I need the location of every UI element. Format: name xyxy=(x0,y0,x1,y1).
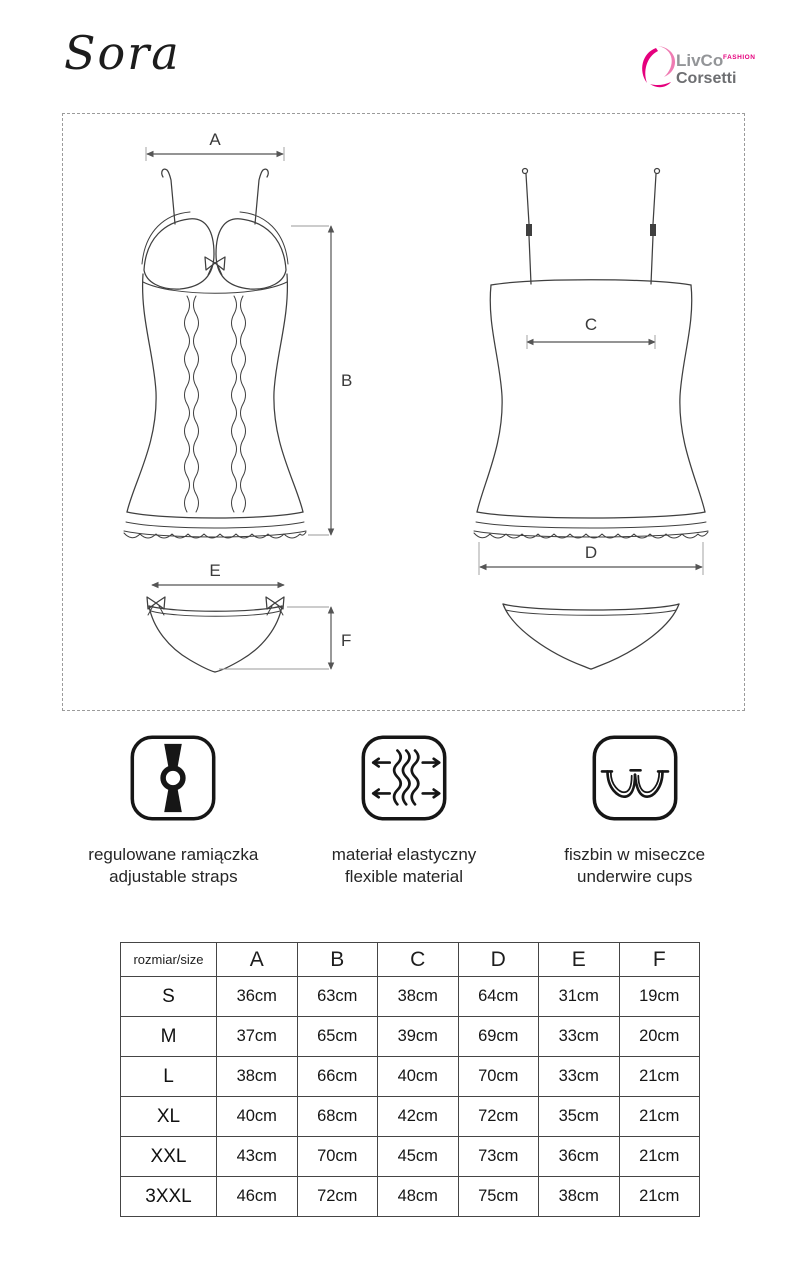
size-table xyxy=(120,942,700,1217)
value-cell: 36cm xyxy=(539,1137,620,1177)
feature-label-pl: regulowane ramiączka xyxy=(88,845,259,864)
dimension-label-b: B xyxy=(341,371,353,390)
value-cell: 66cm xyxy=(297,1057,378,1097)
value-cell: 39cm xyxy=(378,1017,459,1057)
value-cell: 48cm xyxy=(378,1177,459,1217)
brand-name-bottom: Corsetti xyxy=(676,70,737,87)
dimension-label-d: D xyxy=(584,543,598,562)
size-cell: L xyxy=(121,1057,217,1097)
table-header-row xyxy=(121,943,700,977)
value-cell: 21cm xyxy=(619,1097,700,1137)
value-cell: 21cm xyxy=(619,1177,700,1217)
value-cell: 33cm xyxy=(539,1057,620,1097)
flexible-material-icon xyxy=(360,734,448,822)
value-cell: 45cm xyxy=(378,1137,459,1177)
size-cell: XL xyxy=(121,1097,217,1137)
value-cell: 35cm xyxy=(539,1097,620,1137)
value-cell: 69cm xyxy=(458,1017,539,1057)
feature-list xyxy=(58,734,750,889)
dimension-labels xyxy=(209,130,597,650)
value-cell: 72cm xyxy=(297,1177,378,1217)
size-cell: XXL xyxy=(121,1137,217,1177)
feature-label-en: adjustable straps xyxy=(109,867,238,887)
value-cell: 64cm xyxy=(458,977,539,1017)
feature-label-en: flexible material xyxy=(344,867,464,887)
size-cell: M xyxy=(121,1017,217,1057)
value-cell: 65cm xyxy=(297,1017,378,1057)
col-header-c: C xyxy=(378,943,459,977)
extension-lines xyxy=(146,147,703,669)
value-cell: 21cm xyxy=(619,1137,700,1177)
value-cell: 38cm xyxy=(378,977,459,1017)
value-cell: 42cm xyxy=(378,1097,459,1137)
value-cell: 46cm xyxy=(217,1177,298,1217)
table-row xyxy=(121,1177,700,1217)
feature-label-pl: fiszbin w miseczce xyxy=(564,845,706,864)
col-header-f: F xyxy=(619,943,700,977)
brand-logo-svg xyxy=(634,44,764,94)
panties-front-drawing xyxy=(147,597,284,672)
value-cell: 19cm xyxy=(619,977,700,1017)
underwire-cups-icon xyxy=(591,734,679,822)
size-column-header: rozmiar/size xyxy=(121,943,217,977)
dimension-arrows xyxy=(147,154,702,669)
dimension-label-f: F xyxy=(341,631,352,650)
size-table-container xyxy=(120,942,700,1217)
col-header-a: A xyxy=(217,943,298,977)
col-header-d: D xyxy=(458,943,539,977)
value-cell: 43cm xyxy=(217,1137,298,1177)
garment-diagram xyxy=(63,114,746,711)
adjustable-straps-icon xyxy=(129,734,217,822)
logo-swirl-icon xyxy=(642,46,675,87)
page-title: Sora xyxy=(64,26,181,80)
value-cell: 33cm xyxy=(539,1017,620,1057)
value-cell: 70cm xyxy=(458,1057,539,1097)
value-cell: 21cm xyxy=(619,1057,700,1097)
value-cell: 36cm xyxy=(217,977,298,1017)
size-cell: S xyxy=(121,977,217,1017)
value-cell: 70cm xyxy=(297,1137,378,1177)
feature-label xyxy=(564,844,705,889)
col-header-b: B xyxy=(297,943,378,977)
value-cell: 40cm xyxy=(378,1057,459,1097)
table-row xyxy=(121,977,700,1017)
value-cell: 72cm xyxy=(458,1097,539,1137)
dimension-label-a: A xyxy=(209,130,221,149)
value-cell: 75cm xyxy=(458,1177,539,1217)
size-cell: 3XXL xyxy=(121,1177,217,1217)
feature-label-pl: materiał elastyczny xyxy=(331,845,477,864)
value-cell: 73cm xyxy=(458,1137,539,1177)
dimension-label-c: C xyxy=(584,315,598,334)
value-cell: 40cm xyxy=(217,1097,298,1137)
chemise-back-drawing xyxy=(474,169,708,539)
value-cell: 31cm xyxy=(539,977,620,1017)
col-header-e: E xyxy=(539,943,620,977)
brand-logo xyxy=(634,44,764,94)
brand-fashion-label: FASHION xyxy=(723,54,756,61)
value-cell: 63cm xyxy=(297,977,378,1017)
chemise-front-drawing xyxy=(124,169,306,538)
brand-name-top: LivCo xyxy=(676,51,724,70)
feature-label xyxy=(88,844,258,889)
table-row xyxy=(121,1057,700,1097)
thong-back-drawing xyxy=(503,604,679,669)
feature-adjustable-straps xyxy=(58,734,289,889)
value-cell: 38cm xyxy=(217,1057,298,1097)
dimension-label-e: E xyxy=(209,561,221,580)
table-row xyxy=(121,1017,700,1057)
table-row xyxy=(121,1097,700,1137)
value-cell: 68cm xyxy=(297,1097,378,1137)
value-cell: 38cm xyxy=(539,1177,620,1217)
feature-flexible-material xyxy=(289,734,520,889)
measurement-diagram-box xyxy=(62,113,745,711)
value-cell: 37cm xyxy=(217,1017,298,1057)
feature-underwire-cups xyxy=(519,734,750,889)
feature-label-en: underwire cups xyxy=(577,867,693,887)
feature-label xyxy=(332,844,477,889)
table-row xyxy=(121,1137,700,1177)
value-cell: 20cm xyxy=(619,1017,700,1057)
